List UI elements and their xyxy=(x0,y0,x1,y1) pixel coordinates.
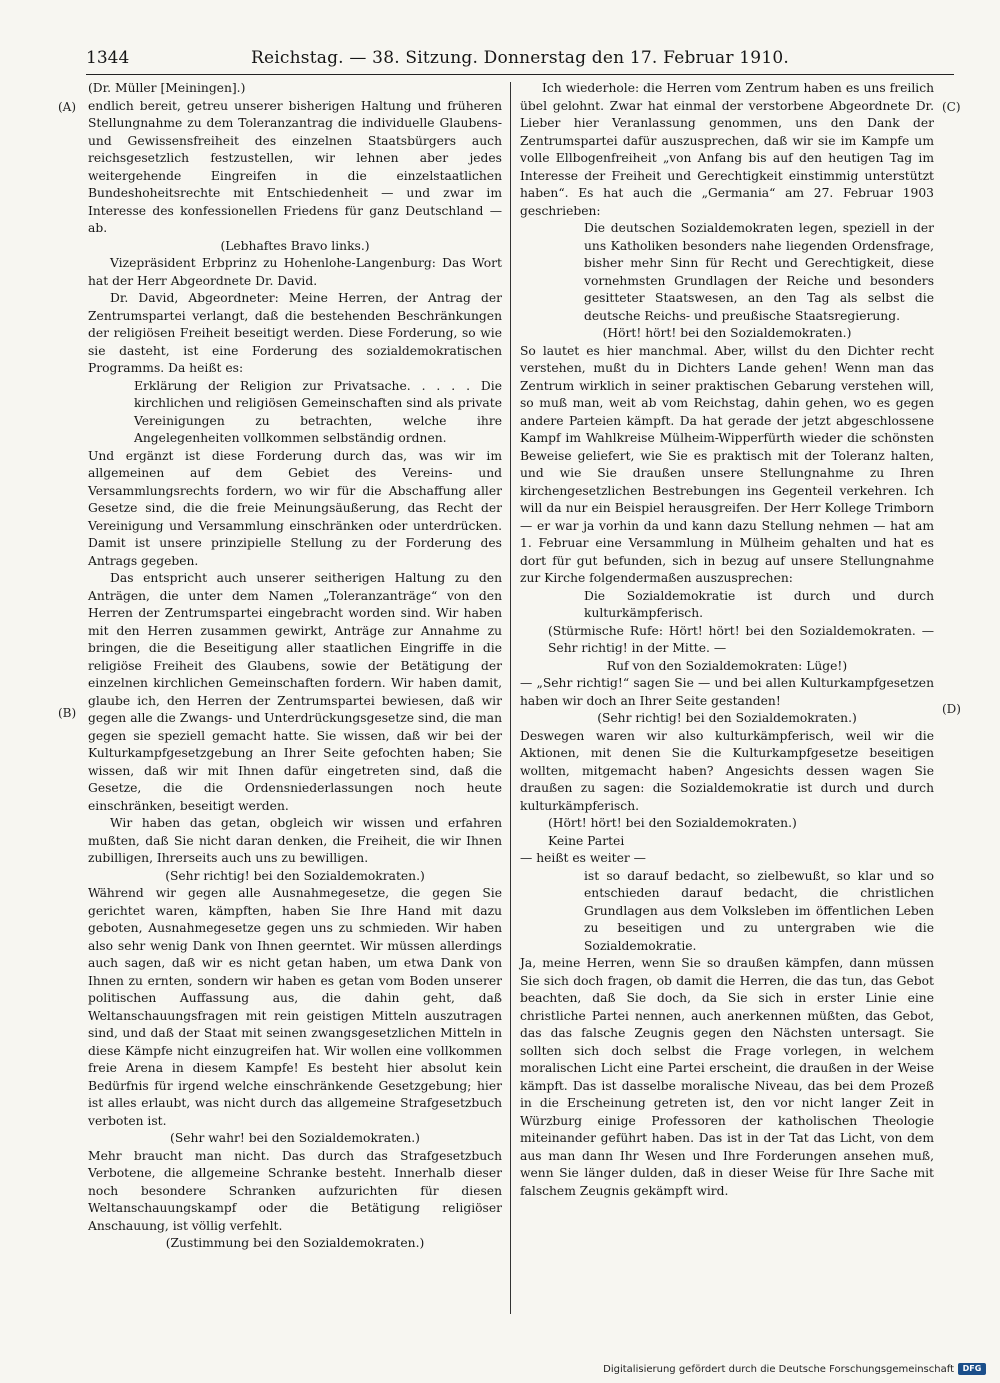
paragraph: Ja, meine Herren, wenn Sie so draußen kämpfen, dann müssen Sie sich doch fragen, ob damit die Herren, die das tun, das Gebot beachten, daß Sie doch, da Sie sich in erster Linie eine christliche Partei nennen, auch anerkennen müßten, das Gebot, das das falsche Zeugnis gegen den Nächsten untersagt. Sie sollten sich doch selbst die Frage vorlegen, in welchem moralischen Licht eine Partei erscheint, die draußen in der Weise kämpft. Das ist dasselbe moralische Niveau, das bei dem Prozeß in die Erscheinung getreten ist, den vor nicht langer Zeit in Würzburg einige Professoren der katholischen Theologie miteinander geführt haben. Das ist in der Tat das Licht, von dem aus man dann Ihr Wesen und Ihre Forderungen ansehen muß, wenn Sie länger dulden, daß in dieser Weise für Ihre Sache mit falschem Zeugnis gekämpft wird. xyxy=(520,956,934,1198)
margin-marker-d: (D) xyxy=(942,702,961,716)
paragraph: Wir haben das getan, obgleich wir wissen und erfahren mußten, daß Sie nicht daran denken, die Freiheit, die wir Ihnen zubilligen, Ihrerseits auch uns zu bewilligen. xyxy=(88,816,502,865)
paragraph: — heißt es weiter — xyxy=(520,851,646,865)
speech-opening: Dr. David, Abgeordneter: Meine Herren, der Antrag der Zentrumspartei verlangt, daß die bestehenden Beschränkungen der religiösen Freiheit beseitigt werden. Diese Forderung, so wie sie dasteht, ist eine Forderung des sozialdemokratischen Programms. Da heißt es: xyxy=(88,291,502,375)
speaker-attribution: (Dr. Müller [Meiningen].) xyxy=(88,81,246,95)
dfg-logo: DFG xyxy=(958,1363,986,1375)
paragraph: So lautet es hier manchmal. Aber, willst du den Dichter recht verstehen, mußt du in Dichters Lande gehen! Wenn man das Zentrum wirklich in seiner praktischen Gebarung verstehen will, so muß man, weit ab vom Reichstag, dahin gehen, wo es gegen andere Parteien kämpft. Da hat gerade der jetzt abgeschlossene Kampf im Wahlkreise Mülheim-Wipperfürth wieder die schönsten Beweise geliefert, wie Sie es praktisch mit der Toleranz halten, und wie Sie draußen unsere Stellungnahme zu Ihren kirchengesetzlichen Bestrebungen ins Gegenteil verkehren. Ich will da nur ein Beispiel herausgreifen. Der Herr Kollege Trimborn — er war ja vorhin da und kann dazu Stellung nehmen — hat am 1. Februar eine Versammlung in Mülheim gehalten und hat es dort für gut befunden, sich in bezug auf unsere Stellungnahme zur Kirche folgendermaßen auszusprechen: xyxy=(520,343,934,585)
interjection: (Sehr richtig! bei den Sozialdemokraten.) xyxy=(597,711,857,725)
left-column xyxy=(88,80,502,1253)
running-title: Reichstag. — 38. Sitzung. Donnerstag den 17. Februar 1910. xyxy=(251,48,789,68)
interjection: (Stürmische Rufe: Hört! hört! bei den Sozialdemokraten. — Sehr richtig! in der Mitte. — xyxy=(548,623,934,655)
paragraph: Und ergänzt ist diese Forderung durch das, was wir im allgemeinen auf dem Gebiet des Vereins- und Versammlungsrechts fordern, wo wir für die Abschaffung aller Gesetze sind, die die freie Meinungsäußerung, das Recht der Vereinigung und Versammlung einschränken oder unterdrücken. Damit ist unsere prinzipielle Stellung zu der Forderung des Antrags gegeben. xyxy=(88,448,502,568)
paragraph: Während wir gegen alle Ausnahmegesetze, die gegen Sie gerichtet waren, kämpften, haben Sie Ihre Hand mit dazu geboten, Ausnahmegesetze gegen uns zu schmieden. Wir haben also sehr wenig Dank von Ihnen geerntet. Wir müssen allerdings auch sagen, daß wir es nicht getan haben, um etwa Dank von Ihnen zu ernten, sondern wir haben es getan vom Boden unserer politischen Auffassung aus, die dahin geht, daß Weltanschauungsfragen mit rein geistigen Mitteln auszutragen sind, und daß der Staat mit seinen zwangsgesetzlichen Mitteln in diese Kämpfe nicht einzugreifen hat. Wir wollen eine vollkommen freie Arena in diesem Kampfe! Es besteht hier absolut kein Bedürfnis für irgend welche einschränkende Gesetzgebung; hier ist alles erlaubt, was nicht durch das allgemeine Strafgesetzbuch verboten ist. xyxy=(88,886,502,1128)
interjection: (Hört! hört! bei den Sozialdemokraten.) xyxy=(602,326,852,340)
paragraph: Deswegen waren wir also kulturkämpferisch, weil wir die Aktionen, mit denen Sie die Kulturkampfgesetze beseitigen wollten, mitgemacht haben? Angesichts dessen wagen Sie draußen zu sagen: die Sozialdemokratie ist durch und durch kulturkämpferisch. xyxy=(520,728,934,813)
paragraph: Mehr braucht man nicht. Das durch das Strafgesetzbuch Verbotene, die allgemeine Schranke besteht. Innerhalb dieser noch besondere Schranken aufzurichten für diesen Weltanschauungskampf oder die Betätigung religiöser Anschauung, ist völlig verfehlt. xyxy=(88,1148,502,1233)
page-header xyxy=(86,46,954,75)
margin-marker-c: (C) xyxy=(942,100,961,114)
paragraph: — „Sehr richtig!“ sagen Sie — und bei allen Kulturkampfgesetzen haben wir doch an Ihrer Seite gestanden! xyxy=(520,676,934,708)
quotation: Erklärung der Religion zur Privatsache. . . . . Die kirchlichen und religiösen Gemeinschaften sind als private Vereinigungen zu betrachten, welche ihre Angelegenheiten vollkommen selbständig ordnen. xyxy=(134,378,502,445)
right-column xyxy=(520,80,934,1200)
interjection: (Hört! hört! bei den Sozialdemokraten.) xyxy=(548,816,797,830)
paragraph: Ich wiederhole: die Herren vom Zentrum haben es uns freilich übel gelohnt. Zwar hat einmal der verstorbene Abgeordnete Dr. Lieber hier Veranlassung genommen, uns den Dank der Zentrumspartei dafür auszusprechen, daß wir sie im Kampfe um volle Ellbogenfreiheit „von Anfang bis auf den heutigen Tag im Interesse der Freiheit und Gerechtigkeit einstimmig unterstützt haben“. Es hat auch die „Germania“ am 27. Februar 1903 geschrieben: xyxy=(520,81,934,218)
funding-note: Digitalisierung gefördert durch die Deutsche Forschungsgemeinschaft xyxy=(603,1363,954,1375)
margin-marker-b: (B) xyxy=(58,706,77,720)
page-number: 1344 xyxy=(86,48,130,68)
presiding-officer-line: Vizepräsident Erbprinz zu Hohenlohe-Langenburg: Das Wort hat der Herr Abgeordnete Dr. David. xyxy=(88,256,502,288)
interjection: Ruf von den Sozialdemokraten: Lüge!) xyxy=(606,658,848,673)
margin-marker-a: (A) xyxy=(58,100,77,114)
paragraph: endlich bereit, getreu unserer bisherigen Haltung und früheren Stellungnahme zu dem Toleranzantrag die individuelle Glaubens- und Gewissensfreiheit des einzelnen Staatsbürgers auch reichsgesetzlich festzustellen, wir lehnen aber jedes weitergehende Eingreifen in die einzelstaatlichen Bundeshoheitsrechte mit Entschiedenheit — und zwar im Interesse des konfessionellen Friedens für ganz Deutschland — ab. xyxy=(88,98,502,235)
column-divider xyxy=(510,82,511,1314)
interjection: (Sehr wahr! bei den Sozialdemokraten.) xyxy=(170,1131,420,1145)
interjection: (Zustimmung bei den Sozialdemokraten.) xyxy=(165,1236,425,1250)
quotation: Die deutschen Sozialdemokraten legen, speziell in der uns Katholiken besonders nahe liegenden Ordensfrage, bisher mehr Sinn für Recht und Gerechtigkeit, diese vornehmsten Grundlagen der Reiche und besonders gesitteter Staatswesen, an den Tag als selbst die deutsche Reichs- und preußische Staatsregierung. xyxy=(584,221,934,323)
interjection: (Sehr richtig! bei den Sozialdemokraten.) xyxy=(165,868,425,883)
quotation: Keine Partei xyxy=(548,833,625,848)
quotation: Die Sozialdemokratie ist durch und durch kulturkämpferisch. xyxy=(584,588,934,620)
footer xyxy=(603,1363,986,1375)
paragraph: Das entspricht auch unserer seitherigen Haltung zu den Anträgen, die unter dem Namen „Toleranzanträge“ von den Herren der Zentrumspartei eingebracht worden sind. Wir haben mit den Herren zusammen gewirkt, Anträge zur Annahme zu bringen, die die Beseitigung aller staatlichen Eingriffe in die religiöse Freiheit des Glaubens, sowie der Betätigung der einzelnen kirchlichen Gemeinschaften fordern. Wir haben damit, glaube ich, den Herren der Zentrumspartei bewiesen, daß wir gegen alle die Zwangs- und Unterdrückungsgesetze sind, die man gegen sie speziell gemacht hatte. Sie wissen, daß wir bei der Kulturkampfgesetzgebung an Ihrer Seite gefochten haben; Sie wissen, daß wir mit Ihnen dafür eingetreten sind, daß die Gesetze, die die Ordensniederlassungen noch heute einschränken, beseitigt werden. xyxy=(88,571,502,813)
quotation: ist so darauf bedacht, so zielbewußt, so klar und so entschieden darauf bedacht, die christlichen Grundlagen aus dem Volksleben im öffentlichen Leben zu beseitigen und zu untergraben wie die Sozialdemokratie. xyxy=(584,868,934,953)
interjection: (Lebhaftes Bravo links.) xyxy=(220,238,370,253)
